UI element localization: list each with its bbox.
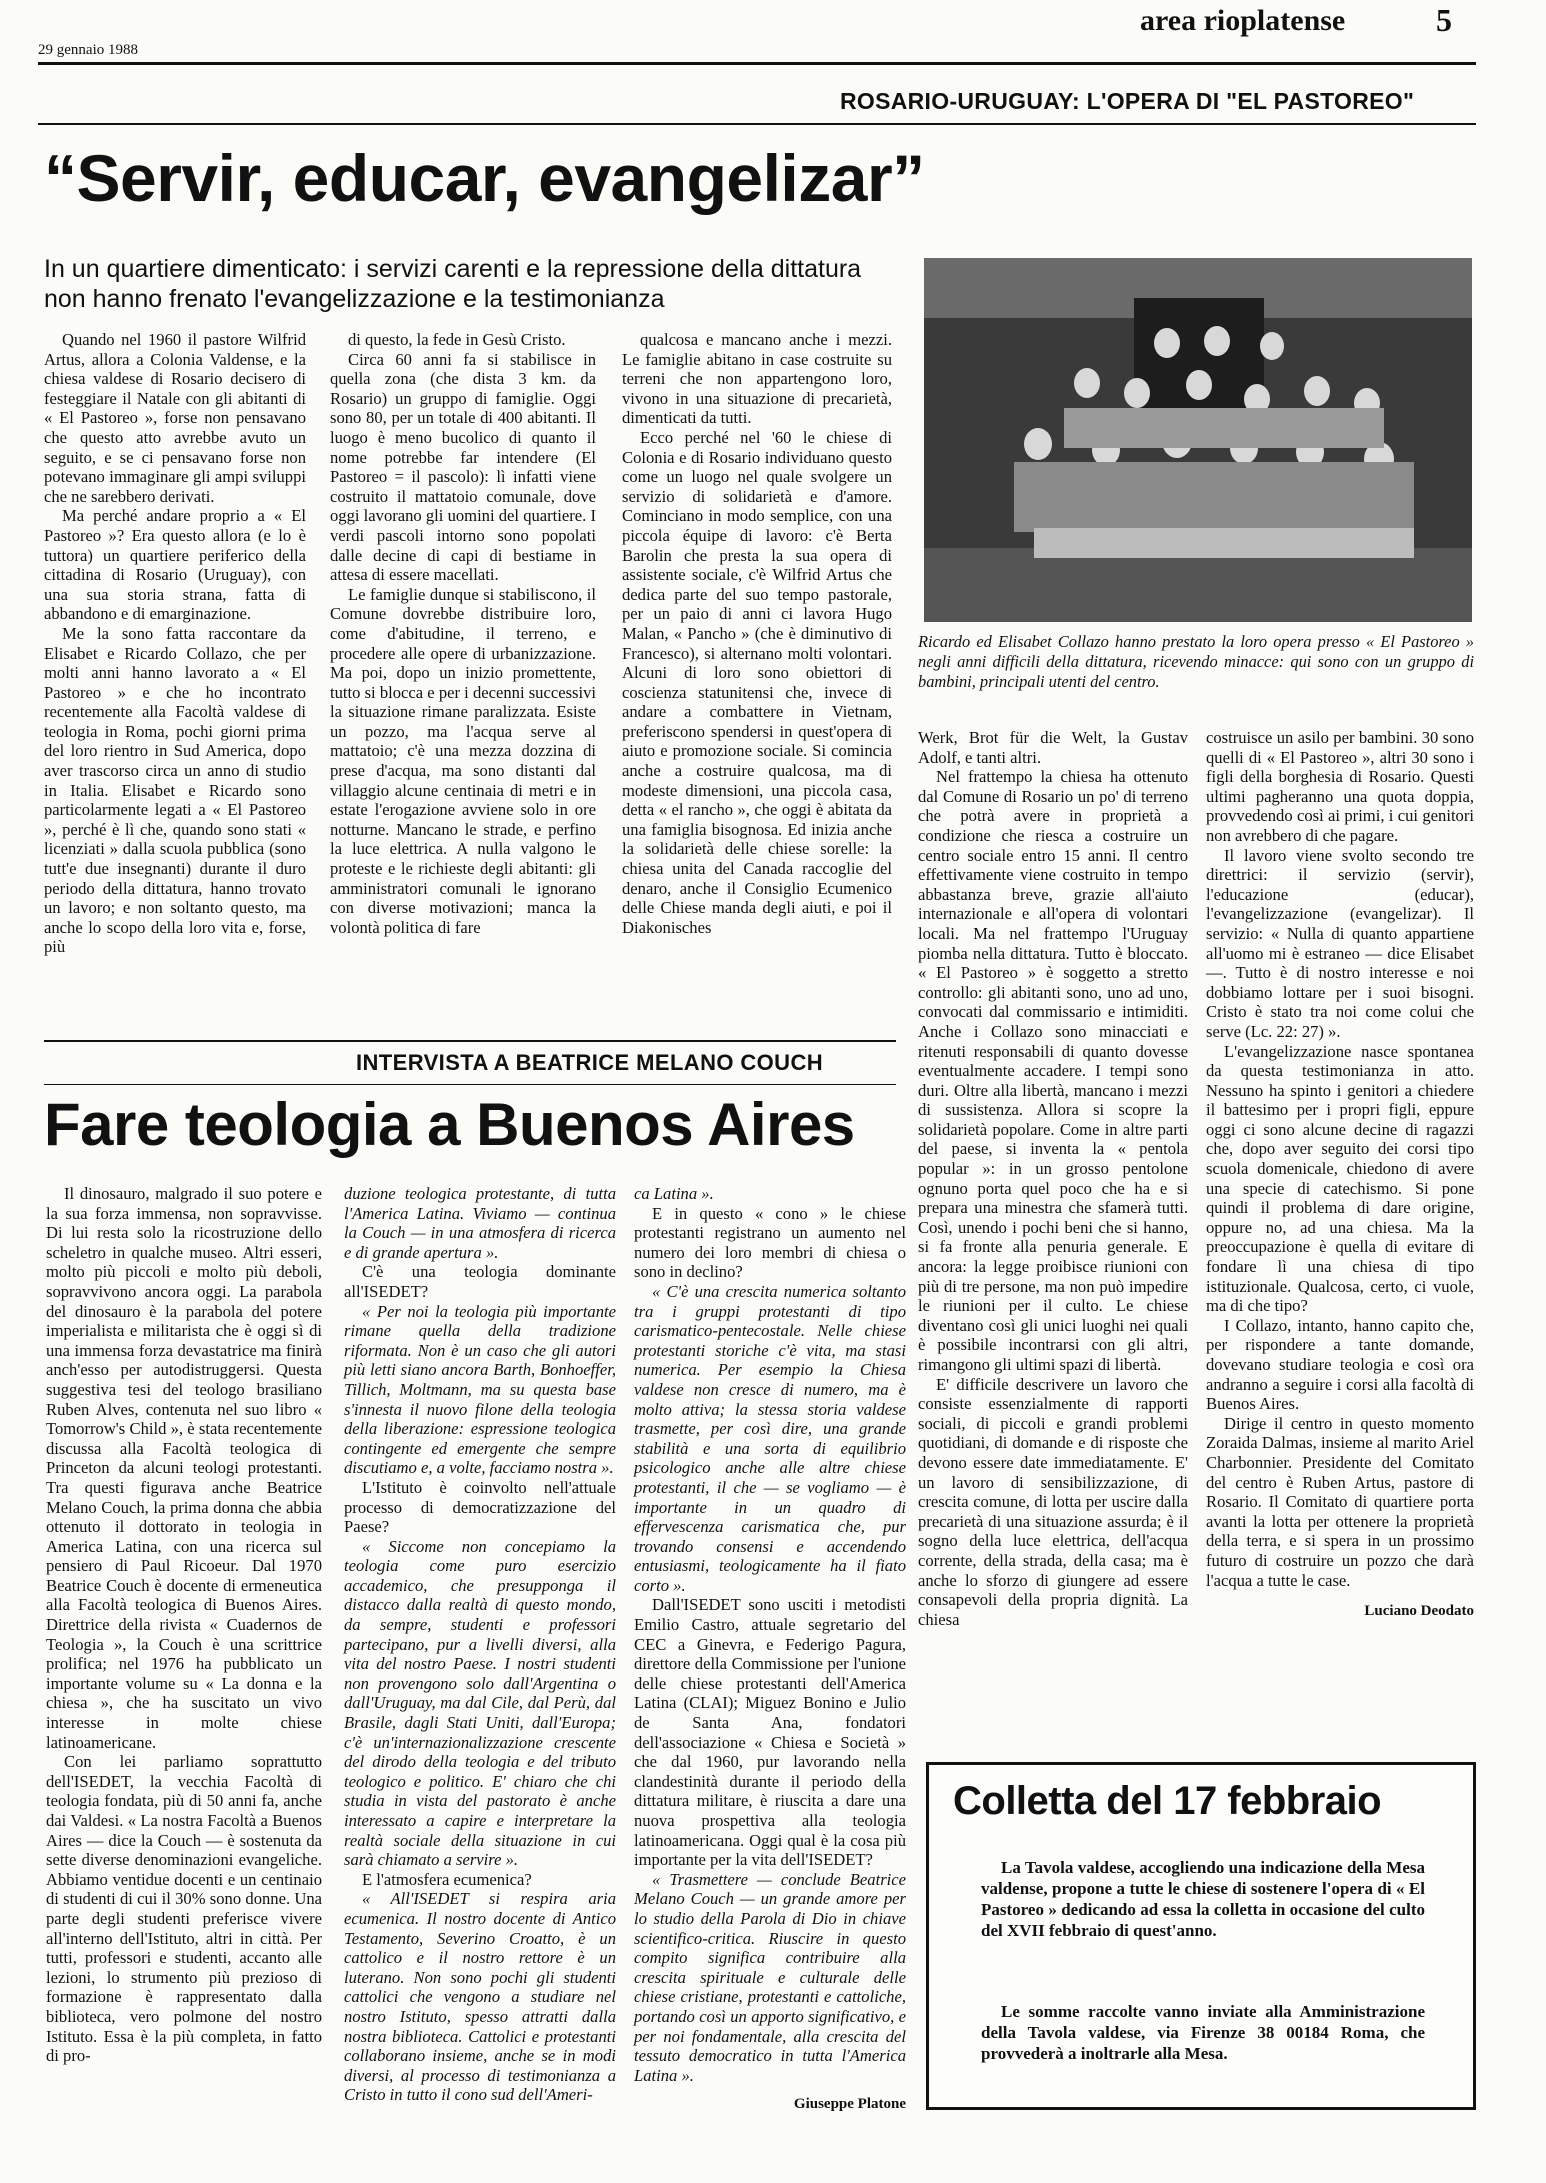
author-byline: Luciano Deodato — [1364, 1603, 1474, 1620]
child-figure — [1260, 332, 1284, 360]
interview-column-1 — [46, 1184, 322, 2066]
article-kicker: ROSARIO-URUGUAY: L'OPERA DI "EL PASTOREO" — [840, 88, 1415, 114]
paragraph: Nel frattempo la chiesa ha ottenuto dal Comune di Rosario un po' di terreno che potrà avere in proprietà a condizione che riesca a costruire un centro sociale entro 15 anni. Il centro effettivamente viene costruito in tempo abbastanza breve, grazie all'aiuto internazionale e all'opera di volontari locali. Ma nel frattempo l'Uruguay piomba nella dittatura. Tutto è bloccato. « El Pastoreo » è soggetto a stretto controllo: gli abitanti sono, uno ad uno, convocati dal commissario e intimiditi. Anche i Collazo sono minacciati e ritenuti responsabili di quanto dovesse eventualmente accadere. I tempi sono duri. Oltre alla libertà, mancano i mezzi di sussistenza. Allora si scopre la solidarietà popolare. Come in altre parti del paese, si inventa la « pentola popular »: in un grosso pentolone ognuno porta quel poco che ha e si prepara una minestra che sfamerà tutti. Così, unendo i pochi beni che si hanno, si fa fronte alla penuria generale. E ancora: la legge proibisce riunioni con più di tre persone, ma non può impedire le riunioni per il culto. Le chiese diventano così gli unici luoghi nei quali è possibile incontrarsi con gli altri, rimangono gli ultimi spazi di libertà. — [918, 767, 1188, 1374]
interview-title: Fare teologia a Buenos Aires — [44, 1091, 855, 1158]
paragraph: Dall'ISEDET sono usciti i metodisti Emilio Castro, attuale segretario del CEC a Ginevra, e Federigo Pagura, direttore della Commissione per l'unione delle chiese protestanti dell'America Latina (CLAI); Miguez Bonino e Julio de Santa Ana, fondatori dell'associazione « Chiesa e Società » che dal 1960, pur lavorando nella clandestinità durante il periodo della dittatura militare, è riuscita a dare una nuova prospettiva alla teologia latinoamericana. Oggi qual è la cosa più importante per la vita dell'ISEDET? — [634, 1595, 906, 1870]
article-subtitle: In un quartiere dimenticato: i servizi carenti e la repressione della dittatura non hanno frenato l'evangelizzazione e la testimonianza — [44, 255, 862, 313]
question: C'è una teologia dominante all'ISEDET? — [344, 1262, 616, 1301]
child-figure — [1074, 368, 1100, 398]
children-bodies — [1034, 528, 1414, 558]
paragraph: « Trasmettere — conclude Beatrice Melano Couch — un grande amore per lo studio della Parola di Dio in chiave scientifico-critica. Riuscire in questo compito significa contribuire alla crescita spirituale e culturale delle chiese cristiane, protestanti e cattoliche, portando così un apporto significativo, e per noi fondamentale, alla crescita del tessuto democratico in tutta l'America Latina ». — [634, 1869, 906, 2085]
issue-date: 29 gennaio 1988 — [38, 42, 138, 58]
box-title: Colletta del 17 febbraio — [953, 1779, 1382, 1823]
article-column-5 — [1206, 728, 1474, 1622]
author-byline: Giuseppe Platone — [793, 2096, 906, 2113]
kicker-rule — [38, 123, 1476, 125]
paragraph: Le famiglie dunque si stabiliscono, il Comune dovrebbe distribuire loro, come d'abitudine, il terreno, e procedere alle opere di urbanizzazione. Ma poi, dopo un inizio promettente, tutto si blocca e per i decenni successivi la situazione rimane paralizzata. Esiste un pozzo, ma l'acqua serve al mattatoio; c'è una mezza dozzina di prese d'acqua, ma sono distanti dal villaggio alcune centinaia di metri e in estate l'erogazione avviene solo in ore notturne. Mancano le strade, e perfino la luce elettrica. A nulla valgono le proteste e le richieste degli abitanti: gli amministratori comunali le ignorano con diverse motivazioni; manca la volontà politica di fare — [330, 584, 596, 937]
interview-column-3 — [634, 1184, 906, 2115]
paragraph: Il dinosauro, malgrado il suo potere e la sua forza immensa, non sopravvisse. Di lui resta solo la ricostruzione dello scheletro in qualche museo. Altri esseri, molto più piccoli e molto più deboli, sopravvivono ancora oggi. La parabola del dinosauro è la parabola del potere imperialista e militarista che è oggi sì di una immensa forza devastatrice ma finirà anch'esso per autodistruggersi. Questa suggestiva tesi del teologo brasiliano Ruben Alves, contenuta nel suo libro « Tomorrow's Child », è stata recentemente discussa alla Facoltà teologica di Princeton da alcuni teologi protestanti. Tra questi figurava anche Beatrice Melano Couch, la prima donna che abbia ottenuto il dottorato in teologia in America Latina, con una ricerca sul pensiero di Paul Ricoeur. Dal 1970 Beatrice Couch è docente di ermeneutica alla Facoltà teologica di Buenos Aires. Direttrice della rivista « Cuadernos de Teologia », la Couch è una scrittrice prolifica; nel 1976 ha pubblicato un importante volume su « La donna e la chiesa », che ha suscitato un vivo interesse in molte chiese latinoamericane. — [46, 1184, 322, 1752]
interview-kicker: INTERVISTA A BEATRICE MELANO COUCH — [356, 1050, 824, 1075]
paragraph: Quando nel 1960 il pastore Wilfrid Artus, allora a Colonia Valdense, e la chiesa valdese di Rosario decisero di festeggiare il Natale con gli abitanti di « El Pastoreo », forse non pensavano che questo atto avrebbe avuto un seguito, e se ci pensavano forse non potevano immaginare gli ampi sviluppi che ne sarebbero derivati. — [44, 330, 306, 506]
paragraph: E' difficile descrivere un lavoro che consiste essenzialmente di rapporti sociali, di piccoli e grandi problemi quotidiani, di domande e di risposte che devono essere date immediatamente. E' un lavoro di sensibilizzazione, di crescita comune, di lotta per uscire dalla precarietà di una situazione assurda; è il sogno della luce elettrica, dell'acqua corrente, della strada, della casa; ma è anche lo sforzo di giungere ad essere consapevoli della propria dignità. La chiesa — [918, 1374, 1188, 1629]
box-paragraph: La Tavola valdese, accogliendo una indicazione della Mesa valdense, propone a tutte le chiese di sostenere l'opera di « El Pastoreo » dedicando ad essa la colletta in occasione del culto del XVII febbraio di quest'anno. — [981, 1858, 1425, 1940]
children-bodies — [1014, 462, 1414, 532]
paragraph: Werk, Brot für die Welt, la Gustav Adolf, e tanti altri. — [918, 728, 1188, 767]
collection-notice-box — [926, 1762, 1476, 2110]
paragraph: « C'è una crescita numerica soltanto tra i gruppi protestanti di tipo carismatico-pentecostale. Nelle chiese protestanti storiche c'è vita, ma stasi numerica. Per esempio la Chiesa valdese non cresce di numero, ma è molto attiva; la stessa storia valdese trasmette, per così dire, una grande stabilità e una sorta di equilibrio psicologico anche alle altre chiese protestanti, il che — se vogliamo — è importante in un quadro di effervescenza carismatica che, pur trovando consensi e accendendo entusiasmi, teologicamente ha il fiato corto ». — [634, 1281, 906, 1595]
article-column-4 — [918, 728, 1188, 1629]
article-title: “Servir, educar, evangelizar” — [44, 141, 925, 215]
paragraph: Circa 60 anni fa si stabilisce in quella zona (che dista 3 km. da Rosario) un gruppo di famiglie. Oggi sono 80, per un totale di 400 abitanti. Il luogo è meno bucolico di quanto il nome potrebbe far intendere (El Pastoreo = il pascolo): lì infatti viene costruito il mattatoio comunale, dove oggi lavorano gli uomini del quartiere. I verdi pascoli intorno sono popolati dalle decine di capi di bestiame in attesa di essere macellati. — [330, 349, 596, 585]
ground — [924, 548, 1472, 622]
paragraph: Ecco perché nel '60 le chiese di Colonia e di Rosario individuano questo come un luogo nel quale svolgere un servizio di solidarietà e d'amore. Cominciano in modo semplice, con una piccola équipe di lavoro: c'è Berta Barolin che presta la sua opera di assistente sociale, c'è Wilfrid Artus che dedica parte del suo tempo pastorale, per un paio di anni ci lavora Hugo Malan, « Pancho » (che è diminutivo di Francesco), si alternano molti volontari. Alcuni di loro sono obiettori di coscienza statunitensi che, invece di andare a combattere in Vietnam, preferiscono spendersi in quest'opera di aiuto e promozione sociale. Si comincia anche a costruire qualcosa, ma di modeste dimensioni, una piccola casa, detta « el rancho », che oggi è abitata da una famiglia bisognosa. Ed inizia anche la solidarietà delle chiese sorelle: la chiesa unita del Canada raccoglie del denaro, anche il Consiglio Ecumenico delle Chiese manda degli aiuti, e poi il Diakonisches — [622, 427, 892, 937]
photo-caption: Ricardo ed Elisabet Collazo hanno prestato la loro opera presso « El Pastoreo » negli anni difficili della dittatura, ricevendo minacce: qui sono con un gruppo di bambini, principali utenti del centro. — [918, 632, 1474, 691]
paragraph: ca Latina ». — [634, 1184, 714, 1203]
child-figure — [1204, 326, 1230, 356]
child-figure — [1154, 328, 1180, 358]
article-column-3 — [622, 330, 892, 937]
child-figure — [1124, 378, 1150, 408]
paragraph: « All'ISEDET si respira aria ecumenica. Il nostro docente di Antico Testamento, Severino Croatto, è un cattolico e il nostro rettore è un luterano. Non sono pochi gli studenti cattolici che vengono a studiare nel nostro Istituto, spesso attratti dalla nostra biblioteca. Cattolici e protestanti collaborano insieme, anche se in modi diversi, al processo di testimonianza a Cristo in tutto il cono sud dell'Ameri- — [344, 1889, 616, 2105]
paragraph: I Collazo, intanto, hanno capito che, per rispondere a tante domande, dovevano studiare teologia e così ora andranno a seguire i corsi alla facoltà di Buenos Aires. — [1206, 1315, 1474, 1414]
paragraph: « Per noi la teologia più importante rimane quella della tradizione riformata. Non è un caso che gli autori più letti siano ancora Barth, Bonhoeffer, Tillich, Moltmann, ma su questa base s'innesta il nuovo filone della teologia della liberazione: espressione teologica contingente ed emergente che sempre discutiamo e, a volte, facciamo nostra ». — [344, 1301, 616, 1478]
page-number: 5 — [1436, 2, 1452, 38]
paragraph: di questo, la fede in Gesù Cristo. — [348, 330, 566, 349]
paragraph: Ma perché andare proprio a « El Pastoreo »? Era questo allora (e lo è tuttora) un quartiere periferico della cittadina di Rosario (Uruguay), con una sua storia strana, fatta di abbandono e di emarginazione. — [44, 506, 306, 624]
question: E l'atmosfera ecumenica? — [362, 1869, 532, 1889]
box-paragraph: Le somme raccolte vanno inviate alla Amministrazione della Tavola valdese, via Firenze 38 00184 Roma, che provvederà a inoltrarle alla Mesa. — [981, 2002, 1425, 2063]
paragraph: costruisce un asilo per bambini. 30 sono quelli di « El Pastoreo », altri 30 sono i figli della borghesia di Rosario. Questi ultimi pagheranno una quota doppia, provvedendo così ai primi, i cui genitori non avrebbero di che pagare. — [1206, 728, 1474, 845]
paragraph: Me la sono fatta raccontare da Elisabet e Ricardo Collazo, che per molti anni hanno lavorato a « El Pastoreo » e che ho incontrato recentemente alla Facoltà valdese di teologia in Roma, pochi giorni prima del loro rientro in Sud America, dopo aver trascorso circa un anno di studio in Italia. Elisabet e Ricardo sono particolarmente legati a « El Pastoreo », perché è lì che, quando sono stati « licenziati » dalla scuola pubblica (sono tutt'e due insegnanti) durante il duro periodo della dittatura, hanno trovato un lavoro; e non soltanto questo, ma anche lo scopo della loro vita e, forse, più — [44, 623, 306, 957]
paragraph: Il lavoro viene svolto secondo tre direttrici: il servizio (servir), l'educazione (educar), l'evangelizzazione (evangelizar). Il servizio: « Nulla di quanto appartiene all'uomo mi è estraneo — dice Elisabet —. Tutto è di nostro interesse e noi dobbiamo lottare per i suoi bisogni. Cristo è stato tra noi come colui che serve (Lc. 22: 27) ». — [1206, 845, 1474, 1041]
article-column-2 — [330, 330, 596, 937]
question: L'Istituto è coinvolto nell'attuale processo di democratizzazione del Paese? — [344, 1477, 616, 1537]
paragraph: qualcosa e mancano anche i mezzi. Le famiglie abitano in case costruite su terreni che non appartengono loro, vivono in una situazione di precarietà, dimenticati da tutti. — [622, 330, 892, 428]
section-name: area rioplatense — [1140, 4, 1346, 37]
paragraph: « Siccome non concepiamo la teologia come puro esercizio accademico, che presupponga il distacco dalla realtà di questo mondo, da sempre, studenti e professori partecipano, pur a livelli diversi, alla vita del nostro Paese. I nostri studenti non provengono solo dall'Argentina o dall'Uruguay, ma dal Cile, dal Perù, dal Brasile, dagli Stati Uniti, dall'Europa; c'è un'internazionalizzazione crescente del dirodo della teologia e del tributo teologico e politico. E' chiaro che chi studia in vista del pastorato è anche interessato a capire e interpretare la realtà sociale della situazione in cui sarà chiamato a servire ». — [344, 1536, 616, 1870]
section-rule — [44, 1084, 896, 1085]
question: E in questo « cono » le chiese protestanti registrano un aumento nel numero dei loro membri di chiesa o sono in declino? — [634, 1203, 906, 1282]
children-bodies — [1064, 408, 1384, 448]
paragraph: Con lei parliamo soprattutto dell'ISEDET, la vecchia Facoltà di teologia fondata, più di 50 anni fa, anche dai Valdesi. « La nostra Facoltà a Buenos Aires — dice la Couch — è sostenuta da sette diverse denominazioni evangeliche. Abbiamo ventidue docenti e un centinaio di studenti di cui il 30% sono donne. Una parte degli studenti preferisce vivere all'interno dell'Istituto, altri in città. Per tutti, professori e studenti, accanto alle lezioni, lo strumento più prezioso di formazione è rappresentato dalla biblioteca, vero polmone del nostro Istituto. Essa è la più completa, in fatto di pro- — [46, 1752, 322, 2066]
paragraph: duzione teologica protestante, di tutta l'America Latina. Viviamo — continua la Couch — in una atmosfera di ricerca e di grande apertura ». — [344, 1184, 616, 1262]
interview-column-2 — [344, 1184, 616, 2105]
child-figure — [1024, 428, 1052, 460]
article-column-1 — [44, 330, 306, 957]
child-figure — [1304, 376, 1330, 406]
child-figure — [1186, 370, 1212, 400]
paragraph: L'evangelizzazione nasce spontanea da questa testimonianza in atto. Nessuno ha spinto i genitori a chiedere il battesimo per i propri figli, eppure oggi ci sono alcune decine di ragazzi che, dopo aver seguito dei corsi tipo scuola domenicale, chiedono di avere una specie di catechismo. Si pone quindi il problema di dare origine, oppure no, ad una chiesa. Ma la preoccupazione è quella di evitare di fondare lì una chiesa di tipo istituzionale. Qualcosa, certo, ci vuole, ma di che tipo? — [1206, 1041, 1474, 1316]
paragraph: Dirige il centro in questo momento Zoraida Dalmas, insieme al marito Ariel Charbonnier. Presidente del Comitato del centro è Ruben Artus, pastore di Rosario. Il Comitato di quartiere porta avanti la lotta per ottenere la proprietà della terra, e si spera in un prossimo futuro di costruire un pozzo che darà l'acqua a tutte le case. — [1206, 1413, 1474, 1590]
header-rule — [38, 62, 1476, 65]
group-photo — [924, 258, 1472, 622]
section-rule — [44, 1040, 896, 1042]
